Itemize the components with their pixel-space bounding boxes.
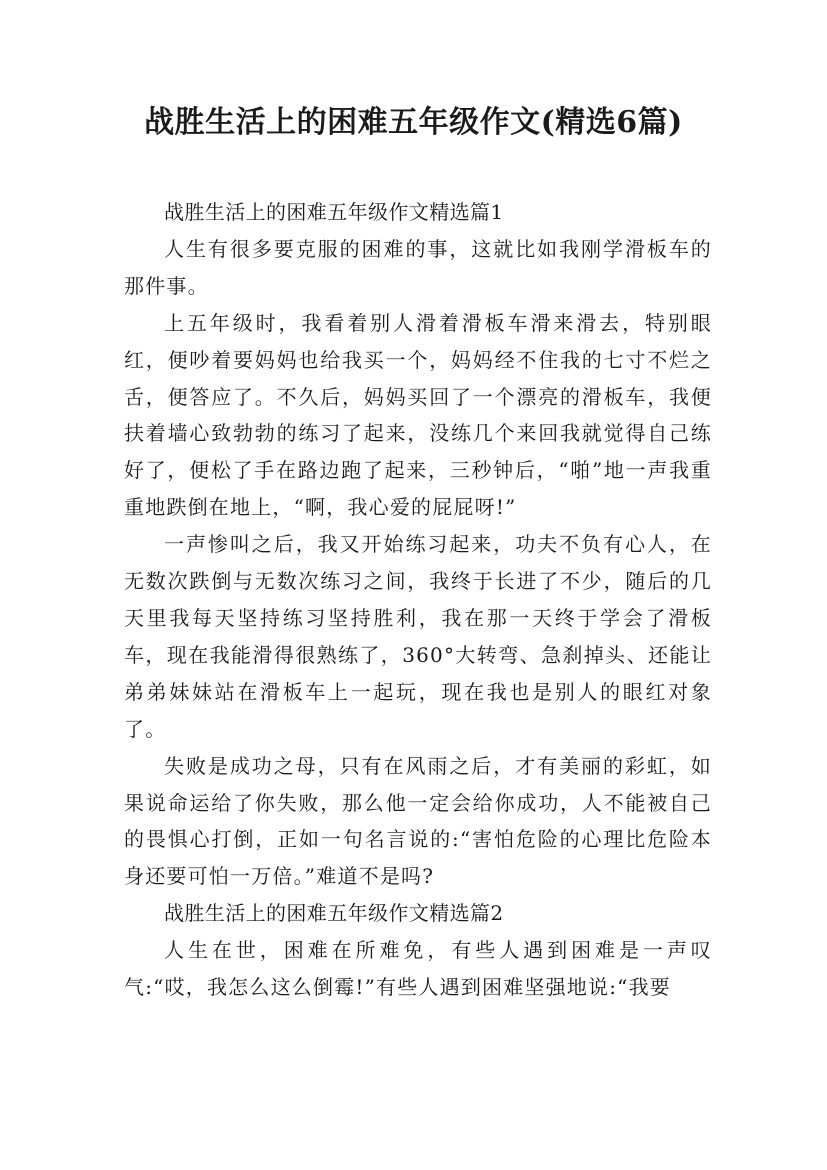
paragraph: 人生在世，困难在所难免，有些人遇到困难是一声叹气:“哎，我怎么这么倒霉!”有些人遇到困难坚强地说:“我要 [124,938,712,1000]
paragraph: 上五年级时，我看着别人滑着滑板车滑来滑去，特别眼红，便吵着要妈妈也给我买一个，妈妈经不住我的七寸不烂之舌，便答应了。不久后，妈妈买回了一个漂亮的滑板车，我便扶着墙心致勃勃的练习了起来，没练几个来回我就觉得自己练好了，便松了手在路边跑了起来，三秒钟后，“啪”地一声我重重地跌倒在地上，“啊，我心爱的屁屁呀!” [124,310,712,520]
document-body [124,194,712,1006]
document-title: 战胜生活上的困难五年级作文(精选6篇) [144,105,683,140]
paragraph: 一声惨叫之后，我又开始练习起来，功夫不负有心人，在无数次跌倒与无数次练习之间，我终于长进了不少，随后的几天里我每天坚持练习坚持胜利，我在那一天终于学会了滑板车，现在我能滑得很熟练了，360°大转弯、急刹掉头、还能让弟弟妹妹站在滑板车上一起玩，现在我也是别人的眼红对象了。 [124,532,712,741]
paragraph: 人生有很多要克服的困难的事，这就比如我刚学滑板车的那件事。 [124,236,712,298]
section-heading-1: 战胜生活上的困难五年级作文精选篇1 [164,200,504,224]
paragraph: 失败是成功之母，只有在风雨之后，才有美丽的彩虹，如果说命运给了你失败，那么他一定会给你成功，人不能被自己的畏惧心打倒，正如一句名言说的:“害怕危险的心理比危险本身还要可怕一万倍。”难道不是吗? [124,753,712,889]
section-heading-2: 战胜生活上的困难五年级作文精选篇2 [164,901,504,926]
